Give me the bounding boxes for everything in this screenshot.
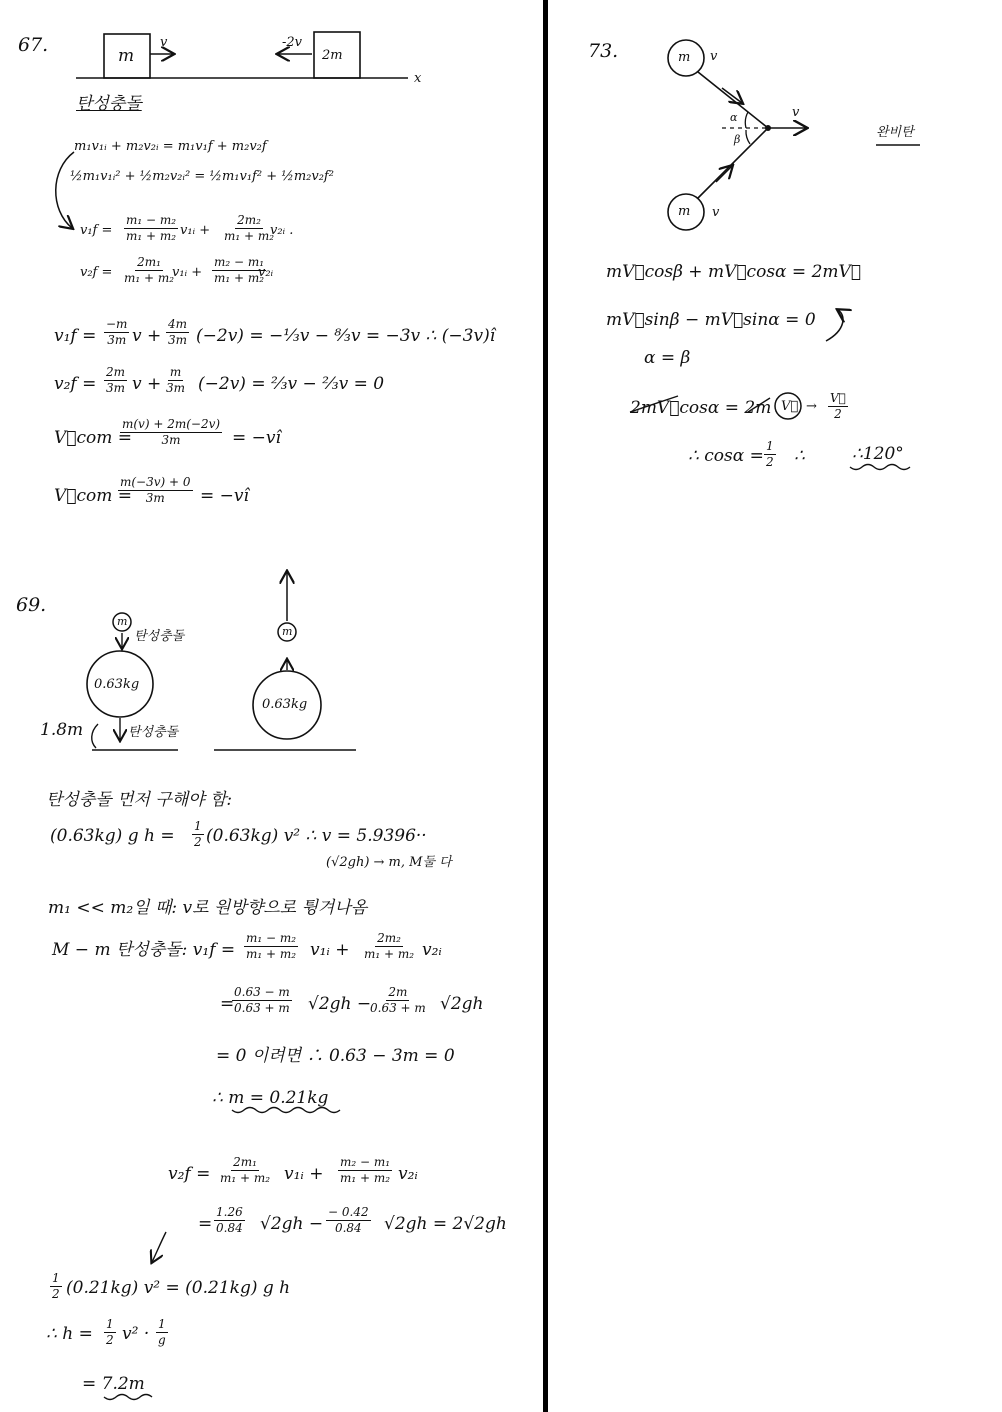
- p67-v2f-end: v₂ᵢ: [258, 265, 274, 280]
- p73-arrow-top: [722, 88, 742, 103]
- p67-calc2-frac2: $\frac{m}{3m}$: [166, 365, 186, 395]
- p69-line10-end: √2gh = 2√2gh: [384, 1214, 507, 1234]
- p67-bracket-arrow: [56, 152, 74, 228]
- p67-v1f-left: v₁f =: [80, 223, 113, 238]
- p69-line6-eq: =: [220, 994, 235, 1014]
- p69-line13: = 7.2m: [82, 1374, 145, 1394]
- p73-line-bottom: [698, 128, 768, 198]
- p69-line7: = 0 이려면 ∴ 0.63 − 3m = 0: [216, 1046, 455, 1066]
- p69-collision-bottom: 탄성충돌: [128, 725, 179, 740]
- p67-title: 탄성충돌: [76, 94, 142, 114]
- p69-line5-left: M − m 탄성충돌: v₁f =: [52, 940, 236, 960]
- p73-eq3: α = β: [644, 348, 691, 368]
- p67-v1f-frac2: $\frac{\text{2m₂}}{\text{m₁ + m₂}}$: [224, 213, 275, 243]
- p69-line11-rest: (0.21kg) v² = (0.21kg) g h: [66, 1278, 291, 1298]
- p73-eq4-frac: $\frac{V⃗}{2}$: [830, 391, 846, 421]
- p67-calc1-rest: (−2v) = −⅓v − ⁸⁄₃v = −3v ∴ (−3v)î: [196, 326, 496, 346]
- p73-angle-arc-a: [745, 112, 748, 128]
- p67-vcom1-frac: $\frac{m(v) + 2m(-2v)}{3m}$: [122, 417, 221, 447]
- p69-line10-frac2: $\frac{- 0.42}{0.84}$: [328, 1205, 369, 1235]
- p67-vcom1-left: V⃗com =: [54, 428, 133, 448]
- p73-eq5-answer: ∴120°: [852, 444, 904, 464]
- p69-line10-frac1: $\frac{1.26}{0.84}$: [216, 1205, 243, 1235]
- p73-v-bottom: v: [712, 205, 720, 220]
- p69-line1: 탄성충돌 먼저 구해야 함:: [46, 790, 233, 810]
- p67-calc1-left: v₁f =: [54, 326, 97, 346]
- p69-line11-frac: $\frac{1}{2}$: [52, 1271, 60, 1301]
- p73-number: 73.: [588, 40, 619, 62]
- p69-height-brace: [92, 724, 98, 748]
- p67-v1f-mid: v₁ᵢ +: [180, 223, 211, 238]
- p69-line9-frac1: $\frac{\text{2m₁}}{\text{m₁ + m₂}}$: [220, 1155, 271, 1185]
- p67-axis-label: x: [414, 71, 422, 86]
- p69-line9-mid: v₁ᵢ +: [284, 1164, 324, 1184]
- p73-eq5-frac: $\frac{1}{2}$: [766, 439, 774, 469]
- p69-answer2-underline: [104, 1395, 152, 1400]
- p73-angle-arc-b: [746, 130, 750, 144]
- p69-line5-frac2: $\frac{\text{2m₂}}{\text{m₁ + m₂}}$: [364, 931, 415, 961]
- p69-line4: m₁ << m₂일 때: v로 원방향으로 튕겨나옴: [48, 898, 368, 918]
- p69-line12-mid: v² ·: [122, 1324, 150, 1344]
- p69-return-arrow: [152, 1232, 166, 1262]
- p67-eq-momentum: m₁v₁ᵢ + m₂v₂ᵢ = m₁v₁f + m₂v₂f: [74, 139, 267, 154]
- p69-line10-mid: √2gh −: [260, 1214, 324, 1234]
- p67-v1f-frac1: $\frac{\text{m₁ − m₂}}{\text{m₁ + m₂}}$: [126, 213, 177, 243]
- p67-calc2-mid: v +: [132, 374, 162, 394]
- p67-vcom2-frac: $\frac{m(-3v) + 0}{3m}$: [120, 475, 191, 505]
- p67-v2f-frac1: $\frac{\text{2m₁}}{\text{m₁ + m₂}}$: [124, 255, 175, 285]
- p69-line5-end: v₂ᵢ: [422, 940, 442, 960]
- p69-big-ball-label: 0.63kg: [94, 677, 140, 692]
- p73-curved-arrow: [826, 310, 843, 341]
- p69-answer1-underline: [232, 1108, 340, 1113]
- p67-number: 67.: [18, 34, 49, 56]
- p69-line6-end: √2gh: [440, 994, 484, 1014]
- p67-v2f-mid: v₁ᵢ +: [172, 265, 203, 280]
- p69-line2-lhs: (0.63kg) g h =: [50, 826, 175, 846]
- p67-velocity-right: -2v: [282, 35, 303, 50]
- p73-eq5-left: ∴ cosα =: [688, 446, 764, 466]
- p67-v2f-frac2: $\frac{\text{m₂ − m₁}}{\text{m₁ + m₂}}$: [214, 255, 265, 285]
- p67-block-right-label: 2m: [322, 48, 343, 63]
- p69-line5-mid: v₁ᵢ +: [310, 940, 350, 960]
- p73-note: 완비탄: [876, 125, 914, 140]
- p67-vcom2-left: V⃗com =: [54, 486, 133, 506]
- p69-line6-frac2: $\frac{2m}{0.63 + m}$: [370, 985, 426, 1015]
- p73-eq1: mV⃗cosβ + mV⃗cosα = 2mV⃗: [606, 262, 861, 282]
- p67-v1f-end: v₂ᵢ .: [270, 223, 294, 238]
- p69-line9-left: v₂f =: [168, 1164, 211, 1184]
- p69-line12-left: ∴ h =: [46, 1324, 93, 1344]
- p67-calc2-left: v₂f =: [54, 374, 97, 394]
- p73-answer-underline: [850, 465, 910, 470]
- p67-calc1-frac2: $\frac{4m}{3m}$: [168, 317, 188, 347]
- p73-angle-a: α: [730, 111, 738, 124]
- p69-line10-eq: =: [198, 1214, 213, 1234]
- p69-collision-top: 탄성충돌: [134, 629, 185, 644]
- p69-line3: (√2gh) → m, M둘 다: [326, 855, 452, 870]
- p73-eq5-sep: ∴: [794, 446, 805, 466]
- p73-arrow-bottom: [716, 166, 732, 182]
- p67-calc2-rest: (−2v) = ⅔v − ⅔v = 0: [198, 374, 385, 394]
- p73-v-top: v: [710, 49, 718, 64]
- p67-calc2-frac1: $\frac{2m}{3m}$: [106, 365, 126, 395]
- p67-calc1-frac1: $\frac{-m}{3m}$: [106, 317, 128, 347]
- p69-small-ball-right-label: m: [282, 625, 293, 638]
- p69-line12-frac2: $\frac{1}{g}$: [157, 1317, 166, 1347]
- p73-eq4-circle: V⃗: [781, 399, 799, 414]
- p73-ball-top-label: m: [678, 50, 691, 65]
- p73-eq2: mV⃗sinβ − mV⃗sinα = 0: [606, 310, 816, 330]
- p69-big-ball-right-label: 0.63kg: [262, 697, 308, 712]
- p73-v-out: v: [792, 105, 800, 120]
- p69-line9-frac2: $\frac{\text{m₂ − m₁}}{\text{m₁ + m₂}}$: [340, 1155, 391, 1185]
- p67-block-left-label: m: [118, 46, 135, 66]
- p67-v2f-left: v₂f =: [80, 265, 113, 280]
- p69-line5-frac1: $\frac{\text{m₁ − m₂}}{\text{m₁ + m₂}}$: [246, 931, 297, 961]
- p69-line2-frac: $\frac{1}{2}$: [194, 819, 202, 849]
- p69-height: 1.8m: [40, 720, 84, 740]
- p73-junction: [765, 125, 771, 131]
- p69-number: 69.: [16, 594, 47, 616]
- p67-vcom1-right: = −vî: [232, 428, 281, 448]
- p69-line12-frac: $\frac{1}{2}$: [106, 1317, 114, 1347]
- p69-line2-rhs: (0.63kg) v² ∴ v = 5.9396··: [206, 826, 427, 846]
- p69-line6-mid: √2gh −: [308, 994, 372, 1014]
- p67-calc1-mid: v +: [132, 326, 162, 346]
- p69-line6-frac1: $\frac{0.63 - m}{0.63 + m}$: [234, 985, 290, 1015]
- p73-eq4-arrow: →: [806, 399, 817, 414]
- p73-eq4-left: 2mV⃗cosα = 2m: [630, 398, 772, 418]
- p69-small-ball-label: m: [117, 615, 128, 628]
- p69-line8: ∴ m = 0.21kg: [212, 1088, 329, 1108]
- p69-line9-end: v₂ᵢ: [398, 1164, 418, 1184]
- p67-vcom2-right: = −vî: [200, 486, 249, 506]
- p73-ball-bottom-label: m: [678, 204, 691, 219]
- p67-eq-energy: ½m₁v₁ᵢ² + ½m₂v₂ᵢ² = ½m₁v₁f² + ½m₂v₂f²: [70, 169, 334, 184]
- p69-diagram: [87, 572, 356, 1400]
- p67-velocity-left: v: [160, 35, 168, 50]
- p73-angle-b: β: [734, 133, 741, 146]
